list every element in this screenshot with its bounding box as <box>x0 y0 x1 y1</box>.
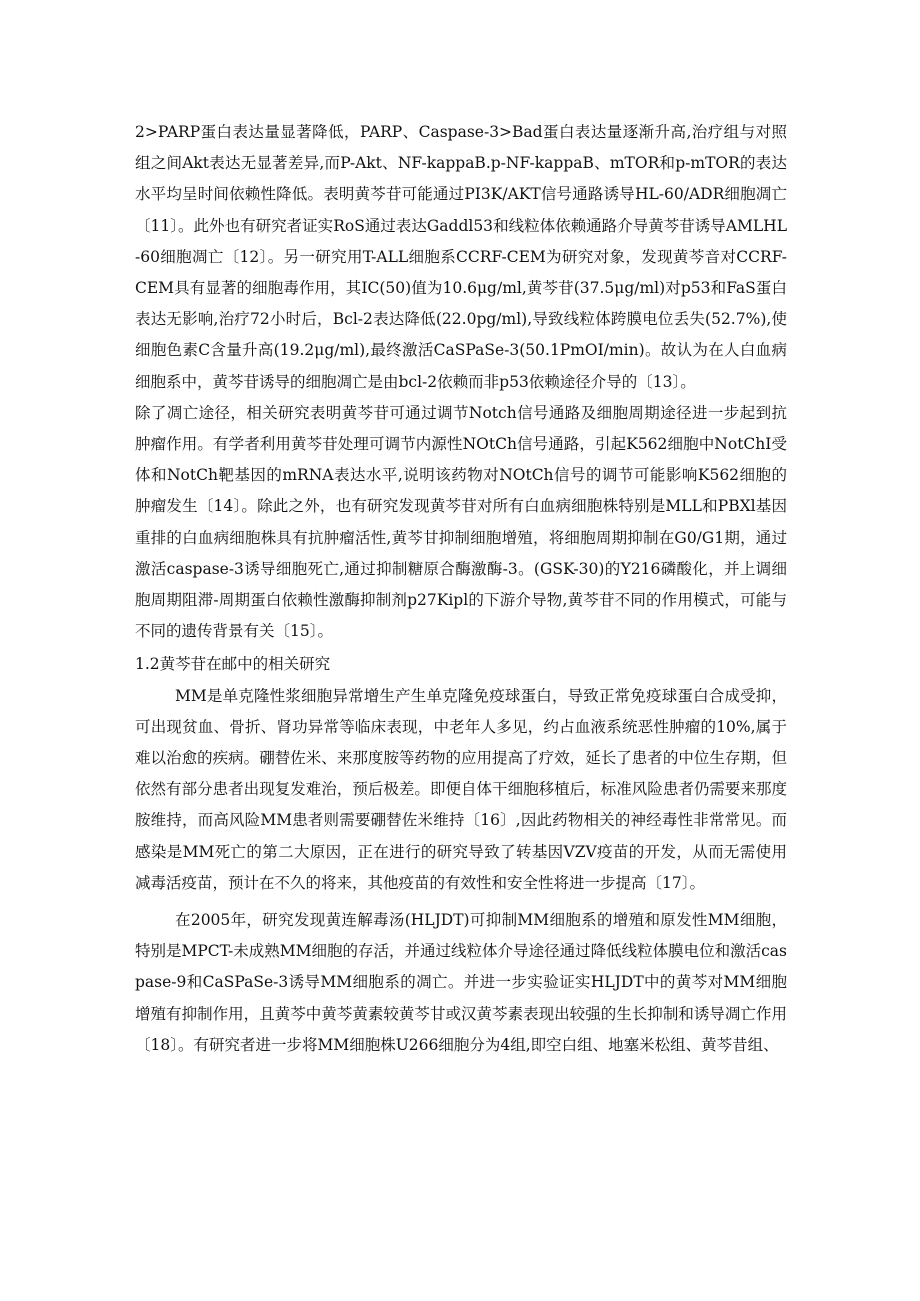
section-paragraph-1: MM是单克隆性浆细胞异常增生产生单克隆免疫球蛋白，导致正常免疫球蛋白合成受抑，可出现贫血、骨折、肾功异常等临床表现，中老年人多见，约占血液系统恶性肿瘤的10%,属于难以治愈的疾病。硼替佐米、来那度胺等药物的应用提高了疗效，延长了患者的中位生存期，但依然有部分患者出现复发难治，预后极差。即便自体干细胞移植后，标准风险患者仍需要来那度胺维持，而高风险MM患者则需要硼替佐米维持〔16〕,因此药物相关的神经毒性非常常见。而感染是MM死亡的第二大原因，正在进行的研究导致了转基因VZV疫苗的开发，从而无需使用减毒活疫苗，预计在不久的将来，其他疫苗的有效性和安全性将进一步提高〔17〕。 <box>135 686 787 892</box>
section-paragraph-2: 在2005年，研究发现黄连解毒汤(HLJDT)可抑制MM细胞系的增殖和原发性MM细胞，特别是MPCT-未成熟MM细胞的存活，并通过线粒体介导途径通过降低线粒体膜电位和激活caspase-9和CaSPaSe-3诱导MM细胞系的凋亡。并进一步实验证实HLJDT中的黄芩对MM细胞增殖有抑制作用，且黄芩中黄芩黄素较黄芩甘或汉黄芩素表现出较强的生长抑制和诱导凋亡作用〔18〕。有研究者进一步将MM细胞株U266细胞分为4组,即空白组、地塞米松组、黄芩昔组、 <box>135 911 787 1054</box>
paragraph-1: 2>PARP蛋白表达量显著降低，PARP、Caspase-3>Bad蛋白表达量逐渐升高,治疗组与对照组之间Akt表达无显著差异,而P-Akt、NF-kappaB.p-NF-kappaB、mTOR和p-mTOR的表达水平均呈时间依赖性降低。表明黄芩苷可能通过PI3K/AKT信号通路诱导HL-60/ADR细胞凋亡〔11〕。此外也有研究者证实RoS通过表达Gaddl53和线粒体依赖通路介导黄芩苷诱导AMLHL-60细胞凋亡〔12〕。另一研究用T-ALL细胞系CCRF-CEM为研究对象，发现黄芩音对CCRF-CEM具有显著的细胞毒作用，其IC(50)值为10.6μg∕ml,黄芩苷(37.5μg∕ml)对p53和FaS蛋白表达无影响,治疗72小时后，Bcl-2表达降低(22.0pg∕ml),导致线粒体跨膜电位丢失(52.7%),使细胞色素C含量升高(19.2μg∕ml),最终激活CaSPaSe-3(50.1PmOI/min)。故认为在人白血病细胞系中，黄芩苷诱导的细胞凋亡是由bcl-2依赖而非p53依赖途径介导的〔13〕。 <box>135 123 787 391</box>
paragraph-2: 除了凋亡途径，相关研究表明黄芩苷可通过调节Notch信号通路及细胞周期途径进一步起到抗肿瘤作用。有学者利用黄芩苷处理可调节内源性NOtCh信号通路，引起K562细胞中NotChI受体和NotCh靶基因的mRNA表达水平,说明该药物对NOtCh信号的调节可能影响K562细胞的肿瘤发生〔14〕。除此之外，也有研究发现黄芩苷对所有白血病细胞株特别是MLL和PBXl基因重排的白血病细胞株具有抗肿瘤活性,黄芩甘抑制细胞增殖，将细胞周期抑制在G0/G1期，通过激活caspase-3诱导细胞死亡,通过抑制糖原合酶激酶-3。(GSK-30)的Y216磷酸化，并上调细胞周期阻滞-周期蛋白依赖性激酶抑制剂p27Kipl的下游介导物,黄芩苷不同的作用模式，可能与不同的遗传背景有关〔15〕。 <box>135 403 787 641</box>
document-page <box>135 117 787 1061</box>
section-heading: 1.2黄芩苷在邮中的相关研究 <box>135 655 331 674</box>
